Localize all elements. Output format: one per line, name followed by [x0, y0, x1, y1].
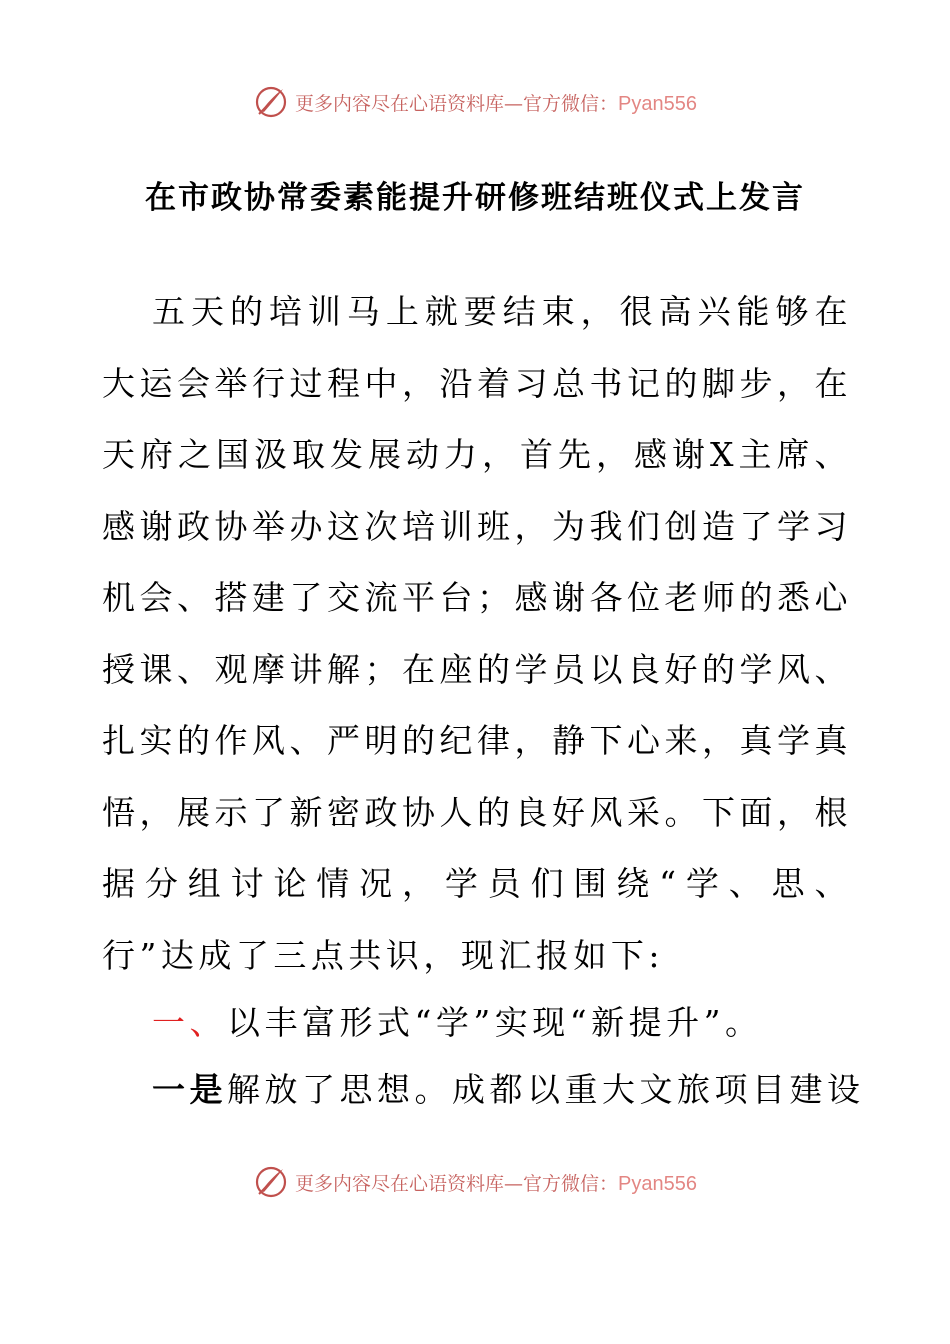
- footer-banner: [0, 1162, 950, 1202]
- footer-banner-text: [295, 1169, 697, 1196]
- paragraph-1: 五天的培训马上就要结束，很高兴能够在大运会举行过程中，沿着习总书记的脚步，在天府之国汲取发展动力，首先，感谢X主席、感谢政协举办这次培训班，为我们创造了学习机会、搭建了交流平台；感谢各位老师的悉心授课、观摩讲解；在座的学员以良好的学风、扎实的作风、严明的纪律，静下心来，真学真悟，展示了新密政协人的良好风采。下面，根据分组讨论情况，学员们围绕“学、思、行”达成了三点共识，现汇报如下:: [102, 292, 852, 975]
- paragraph-2: [152, 1055, 865, 1125]
- banner-text-latin: Pyan556: [618, 92, 697, 115]
- quill-circle-logo-icon: [253, 84, 289, 120]
- paragraph-2-text: 解放了思想。成都以重大文旅项目建设: [227, 1070, 865, 1109]
- paragraph-2-lead: 一是: [152, 1070, 227, 1109]
- section-number: 一、: [152, 1003, 227, 1042]
- footer-banner-text-cn: 更多内容尽在心语资料库—官方微信：: [295, 1172, 619, 1195]
- banner-text: [295, 89, 697, 116]
- section-heading-text: 以丰富形式“学”实现“新提升”。: [227, 1003, 763, 1042]
- banner-text-cn: 更多内容尽在心语资料库—官方微信：: [295, 92, 619, 115]
- footer-banner-text-latin: Pyan556: [618, 1172, 697, 1195]
- quill-circle-logo-icon: [253, 1164, 289, 1200]
- header-banner: [0, 82, 950, 122]
- document-title: 在市政协常委素能提升研修班结班仪式上发言: [145, 180, 805, 216]
- section-heading-1: [152, 990, 852, 1056]
